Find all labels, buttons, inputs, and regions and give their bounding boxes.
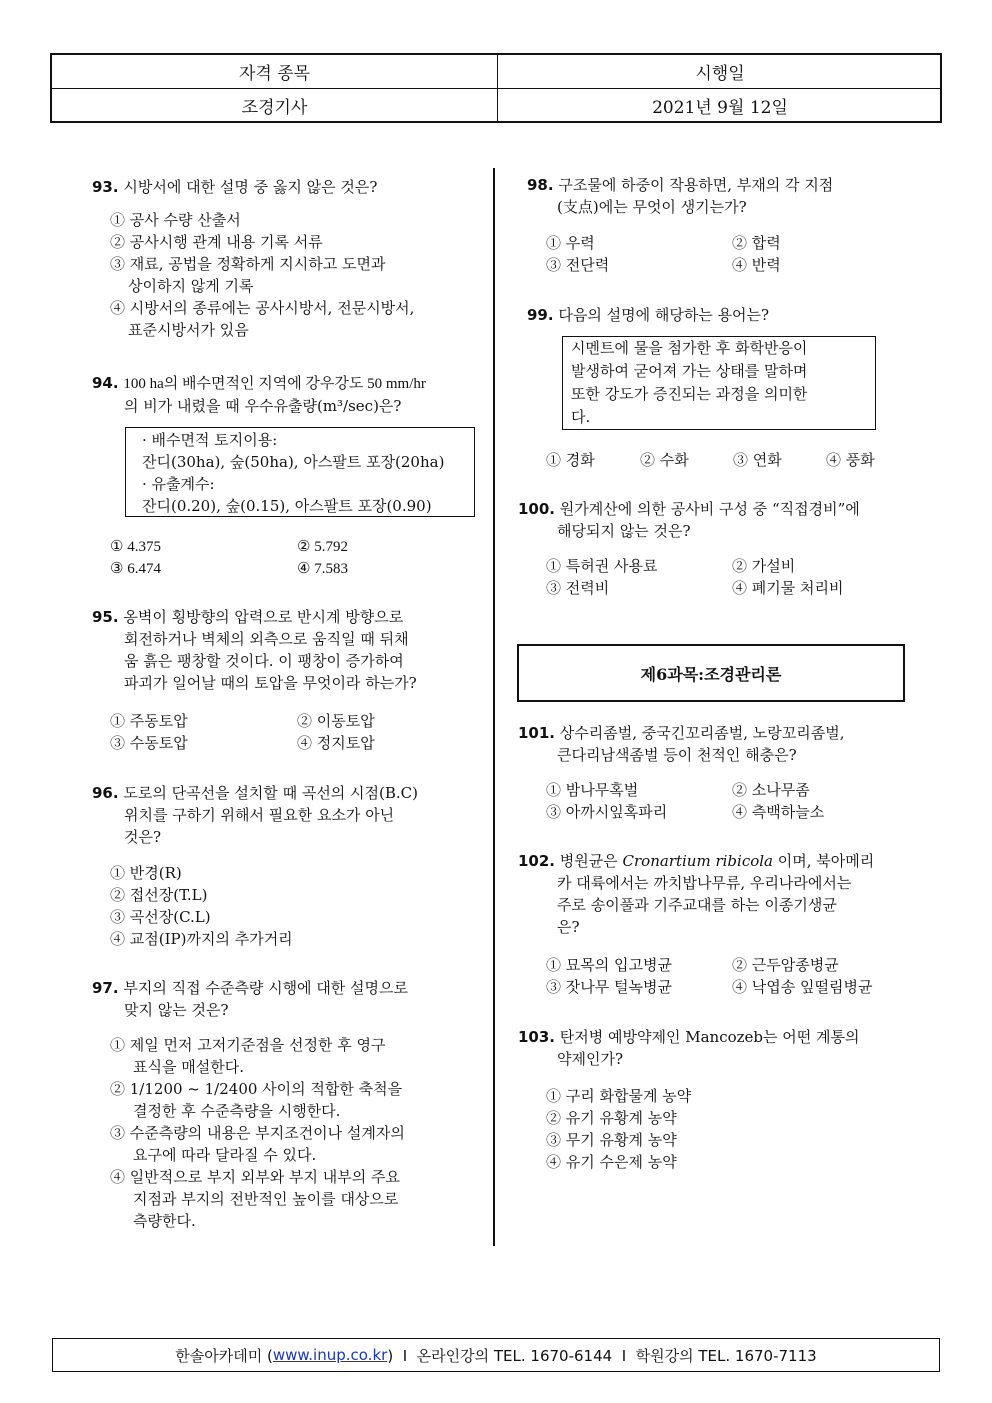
- question-text: 다음의 설명에 해당하는 용어는?: [558, 306, 770, 324]
- academy-name: 한솔아카데미 (: [175, 1346, 273, 1365]
- option-4[interactable]: ④ 반력: [732, 256, 781, 274]
- question-text-cont: 큰다리남색좀벌 등이 천적인 해충은?: [557, 746, 797, 764]
- question-text: 탄저병 예방약제인 Mancozeb는 어떤 계통의: [559, 1028, 860, 1046]
- option-4[interactable]: ④ 측백하늘소: [732, 803, 825, 821]
- question-text-cont: 의 비가 내렸을 때 우수유출량(m³/sec)은?: [124, 397, 402, 415]
- option-3[interactable]: ③ 곡선장(C.L): [110, 908, 211, 926]
- question-number: 98.: [527, 176, 554, 194]
- option-4[interactable]: ④ 낙엽송 잎떨림병균: [732, 978, 873, 996]
- option-4[interactable]: ④ 7.583: [297, 561, 348, 577]
- question-text: 구조물에 하중이 작용하면, 부재의 각 지점: [558, 176, 834, 194]
- question-95-stem: [92, 606, 417, 694]
- box-line-1: 시멘트에 물을 첨가한 후 화학반응이: [571, 339, 808, 357]
- box-line-4: 잔디(0.20), 숲(0.15), 아스팔트 포장(0.90): [142, 497, 432, 515]
- option-3[interactable]: ③ 잣나무 털녹병균: [546, 978, 672, 996]
- option-3-cont: 요구에 따라 달라질 수 있다.: [133, 1146, 317, 1164]
- question-text-cont: 약제인가?: [557, 1050, 624, 1068]
- question-text-cont: 해당되지 않는 것은?: [557, 522, 691, 540]
- question-103-options: [546, 1085, 691, 1173]
- option-2[interactable]: ② 공사시행 관계 내용 기록 서류: [110, 233, 323, 251]
- definition-box: [562, 336, 876, 430]
- pathogen-scientific-name: Cronartium ribicola: [622, 852, 773, 870]
- question-100-stem: [518, 498, 860, 542]
- option-3[interactable]: ③ 전력비: [546, 579, 610, 597]
- question-text-cont: 파괴가 일어날 때의 토압을 무엇이라 하는가?: [124, 674, 417, 692]
- option-3[interactable]: ③ 재료, 공법을 정확하게 지시하고 도면과: [110, 255, 386, 273]
- question-number: 101.: [518, 724, 556, 742]
- option-4[interactable]: ④ 일반적으로 부지 외부와 부지 내부의 주요: [110, 1168, 400, 1186]
- option-1[interactable]: ① 반경(R): [110, 864, 182, 882]
- option-3-cont: 상이하지 않게 기록: [128, 277, 254, 295]
- academy-website-link[interactable]: www.inup.co.kr: [272, 1346, 388, 1364]
- option-3[interactable]: ③ 수동토압: [110, 734, 188, 752]
- question-number: 102.: [518, 852, 556, 870]
- question-number: 93.: [92, 178, 119, 196]
- qualification-value: 조경기사: [52, 89, 498, 122]
- option-2[interactable]: ② 근두암종병균: [732, 956, 839, 974]
- option-1[interactable]: ① 주동토압: [110, 712, 188, 730]
- question-93-stem: [92, 176, 377, 198]
- page-footer: [52, 1338, 940, 1372]
- column-divider: [493, 168, 495, 1246]
- option-1[interactable]: ① 제일 먼저 고저기준점을 선정한 후 영구: [110, 1036, 386, 1054]
- option-4-cont: 지점과 부지의 전반적인 높이를 대상으로: [133, 1190, 399, 1208]
- box-line-2: 발생하여 굳어져 가는 상태를 말하며: [571, 362, 808, 380]
- question-97-options: [110, 1034, 405, 1232]
- box-line-3: 또한 강도가 증진되는 과정을 의미한: [571, 385, 808, 403]
- contact-info: ) I 온라인강의 TEL. 1670-6144 I 학원강의 TEL. 1670-7113: [387, 1346, 817, 1365]
- question-94-stem: [92, 372, 426, 417]
- option-3[interactable]: ③ 무기 유황계 농약: [546, 1131, 677, 1149]
- option-1[interactable]: ① 경화: [546, 451, 595, 469]
- exam-header-table: [50, 53, 942, 123]
- option-4[interactable]: ④ 정지토압: [297, 734, 375, 752]
- question-text: 상수리좀벌, 중국긴꼬리좀벌, 노랑꼬리좀벌,: [559, 724, 845, 742]
- option-2[interactable]: ② 유기 유황계 농약: [546, 1109, 677, 1127]
- question-text: 병원균은: [559, 852, 623, 870]
- question-text-cont: 움 흙은 팽창할 것이다. 이 팽창이 증가하여: [124, 652, 404, 670]
- question-102-stem: [518, 850, 874, 938]
- option-4[interactable]: ④ 풍화: [826, 451, 875, 469]
- header-row-labels: [52, 55, 940, 89]
- option-2[interactable]: ② 1/1200 ~ 1/2400 사이의 적합한 축척을: [110, 1080, 403, 1098]
- option-2-cont: 결정한 후 수준측량을 시행한다.: [133, 1102, 341, 1120]
- option-4[interactable]: ④ 폐기물 처리비: [732, 579, 844, 597]
- option-2[interactable]: ② 5.792: [297, 539, 348, 555]
- option-1[interactable]: ① 특허권 사용료: [546, 557, 658, 575]
- question-93-options: [110, 209, 414, 341]
- option-3[interactable]: ③ 6.474: [110, 561, 161, 577]
- question-text: 원가계산에 의한 공사비 구성 중 “직접경비”에: [559, 500, 860, 518]
- option-3[interactable]: ③ 전단력: [546, 256, 610, 274]
- option-3[interactable]: ③ 수준측량의 내용은 부지조건이나 설계자의: [110, 1124, 405, 1142]
- box-line-4: 다.: [571, 408, 591, 426]
- question-text: 100 ha의 배수면적인 지역에 강우강도 50 mm/hr: [123, 376, 426, 392]
- question-text: 옹벽이 횡방향의 압력으로 반시계 방향으로: [123, 608, 404, 626]
- question-number: 94.: [92, 374, 119, 392]
- option-1[interactable]: ① 밤나무혹벌: [546, 781, 639, 799]
- option-1[interactable]: ① 4.375: [110, 539, 161, 555]
- question-number: 99.: [527, 306, 554, 324]
- question-97-stem: [92, 977, 408, 1021]
- question-number: 103.: [518, 1028, 556, 1046]
- option-1-cont: 표식을 매설한다.: [133, 1058, 244, 1076]
- option-4-cont: 표준시방서가 있음: [128, 321, 249, 339]
- option-4-cont: 측량한다.: [133, 1212, 196, 1230]
- option-3[interactable]: ③ 연화: [733, 451, 782, 469]
- option-1[interactable]: ① 우력: [546, 234, 595, 252]
- option-1[interactable]: ① 묘목의 입고병균: [546, 956, 672, 974]
- subject-heading: 제6과목:조경관리론: [517, 644, 905, 702]
- question-101-stem: [518, 722, 844, 766]
- question-text-cont: (支点)에는 무엇이 생기는가?: [557, 198, 747, 216]
- question-text-cont: 위치를 구하기 위해서 필요한 요소가 아닌: [124, 806, 395, 824]
- option-4[interactable]: ④ 유기 수은제 농약: [546, 1153, 677, 1171]
- question-text: 부지의 직접 수준측량 시행에 대한 설명으로: [123, 979, 409, 997]
- question-text: 시방서에 대한 설명 중 옳지 않은 것은?: [123, 178, 378, 196]
- question-98-stem: [527, 174, 833, 218]
- option-2[interactable]: ② 가설비: [732, 557, 796, 575]
- option-2[interactable]: ② 소나무좀: [732, 781, 810, 799]
- given-data-box: [125, 427, 475, 517]
- header-row-values: [52, 89, 940, 122]
- box-line-1: · 배수면적 토지이용:: [142, 431, 278, 449]
- exam-date-label: 시행일: [695, 64, 745, 84]
- question-text-cont: 주로 송이풀과 기주교대를 하는 이종기생균: [557, 896, 837, 914]
- box-line-2: 잔디(30ha), 숲(50ha), 아스팔트 포장(20ha): [142, 453, 445, 471]
- question-text-cont: 것은?: [124, 828, 162, 846]
- option-2[interactable]: ② 이동토압: [297, 712, 375, 730]
- question-103-stem: [518, 1026, 860, 1070]
- question-number: 96.: [92, 784, 119, 802]
- question-99-stem: [527, 304, 769, 326]
- option-2[interactable]: ② 접선장(T.L): [110, 886, 208, 904]
- question-number: 100.: [518, 500, 556, 518]
- question-text-cont: 카 대륙에서는 까치밥나무류, 우리나라에서는: [557, 874, 852, 892]
- qualification-label: 자격 종목: [52, 55, 498, 88]
- option-2[interactable]: ② 수화: [640, 451, 689, 469]
- box-line-3: · 유출계수:: [142, 475, 215, 493]
- question-96-options: [110, 862, 293, 950]
- question-number: 95.: [92, 608, 119, 626]
- question-number: 97.: [92, 979, 119, 997]
- question-96-stem: [92, 782, 418, 848]
- question-text-cont: 은?: [557, 918, 580, 936]
- option-1[interactable]: ① 구리 화합물계 농약: [546, 1087, 692, 1105]
- exam-date-value: 2021년 9월 12일: [652, 98, 788, 118]
- question-text-cont: 회전하거나 벽체의 외측으로 움직일 때 뒤채: [124, 630, 409, 648]
- question-text-cont: 맞지 않는 것은?: [124, 1001, 229, 1019]
- option-3[interactable]: ③ 아까시잎혹파리: [546, 803, 668, 821]
- question-text: 이며, 북아메리: [773, 852, 875, 870]
- option-4[interactable]: ④ 교점(IP)까지의 추가거리: [110, 930, 293, 948]
- option-4[interactable]: ④ 시방서의 종류에는 공사시방서, 전문시방서,: [110, 299, 415, 317]
- question-text: 도로의 단곡선을 설치할 때 곡선의 시점(B.C): [123, 784, 419, 802]
- option-1[interactable]: ① 공사 수량 산출서: [110, 211, 241, 229]
- option-2[interactable]: ② 합력: [732, 234, 781, 252]
